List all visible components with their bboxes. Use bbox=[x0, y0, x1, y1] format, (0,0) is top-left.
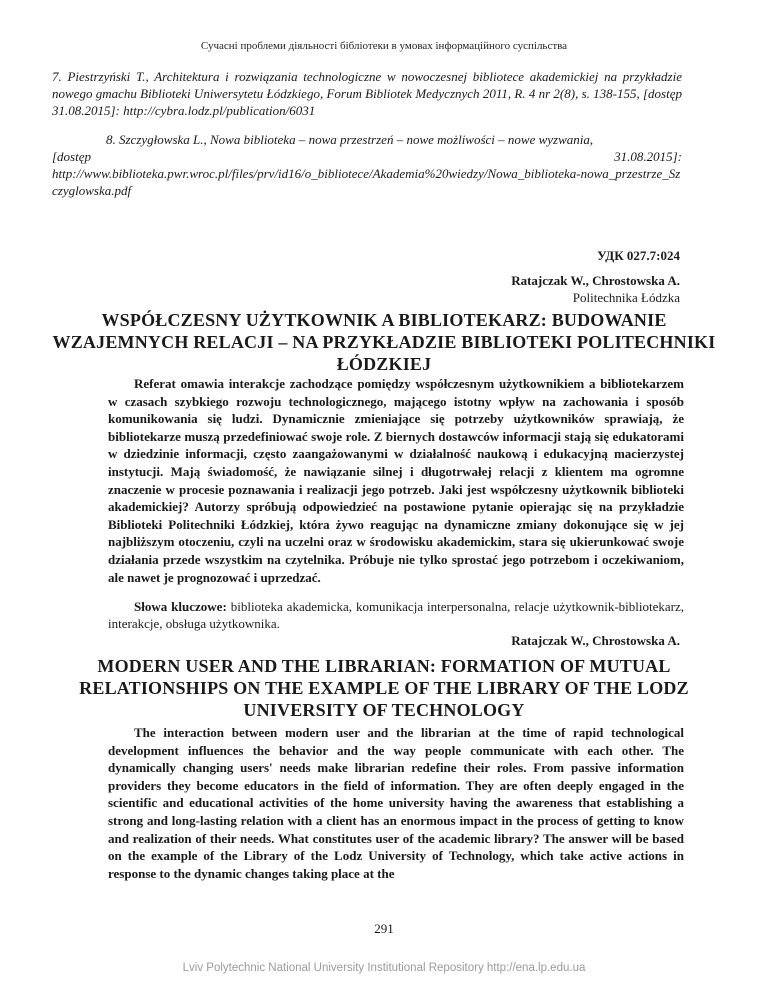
reference-8-line1: 8. Szczygłowska L., Nowa biblioteka – nowa przestrzeń – nowe możliwości – nowe wyzwania, bbox=[106, 132, 594, 147]
reference-8-url: http://www.biblioteka.pwr.wroc.pl/files/prv/id16/o_bibliotece/Akademia%20wiedzy/Nowa_biblioteka-nowa_przestrze_Szczyglowska.pdf bbox=[52, 166, 681, 198]
abstract-en: The interaction between modern user and the librarian at the time of rapid technological development influences the behavior and the way people communicate with each other. The dynamically changing users' needs make librarian redefine their roles. From passive information providers they become educators in the field of information. They are often deeply engaged in the scientific and educational activities of the home university having the awareness that establishing a strong and long-lasting relation with a client has an enormous impact in the process of getting to know and realization of their needs. What constitutes user of the academic library? The answer will be based on the example of the Library of the Lodz University of Technology, which take active actions in response to the dynamic changes taking place at the bbox=[108, 725, 684, 881]
affiliation: Politechnika Łódzka bbox=[572, 290, 680, 305]
title-pl: WSPÓŁCZESNY UŻYTKOWNIK A BIBLIOTEKARZ: BUDOWANIE WZAJEMNYCH RELACJI – NA PRZYKŁADZIE BIBLIOTEKI POLITECHNIKI ŁÓDZKIEJ bbox=[52, 310, 716, 374]
reference-8-access-label: [dostęp bbox=[52, 149, 91, 164]
abstract-pl: Referat omawia interakcje zachodzące pomiędzy współczesnym użytkownikiem a bibliotekarzem w czasach szybkiego rozwoju technologicznego, mającego istotny wpływ na zachowania i sposób komunikowania się ludzi. Dynamicznie zmieniające się potrzeby użytkowników sprawiają, że bibliotekarze muszą przedefiniować swoje role. Z biernych dostawców informacji stają się edukatorami w dziedzinie informacji, często zaangażowanymi w działalność naukową i edukacyjną macierzystej instytucji. Mają świadomość, że nawiązanie silnej i długotrwałej relacji z klientem ma ogromne znaczenie w procesie poznawania i realizacji jego potrzeb. Jaki jest współczesny użytkownik biblioteki akademickiej? Autorzy spróbują odpowiedzieć na postawione pytanie opierając się na przykładzie Biblioteki Politechniki Łódzkiej, która żywo reagując na dynamiczne zmiany dokonujące się w jej najbliższym otoczeniu, czyli na uczelni oraz w środowisku akademickim, stara się ukierunkować swoje działania przede wszystkim na czytelnika. Próbuje nie tylko sprostać jego potrzebom i oczekiwaniom, ale nawet je prognozować i uprzedzać. bbox=[108, 376, 684, 585]
page-number: 291 bbox=[374, 921, 394, 936]
title-en: MODERN USER AND THE LIBRARIAN: FORMATION OF MUTUAL RELATIONSHIPS ON THE EXAMPLE OF THE LIBRARY OF THE LODZ UNIVERSITY OF TECHNOLOGY bbox=[79, 656, 689, 720]
keywords-label: Słowa kluczowe: bbox=[134, 599, 231, 614]
keywords-text: biblioteka akademicka, komunikacja interpersonalna, relacje użytkownik-bibliotekarz, interakcje, obsługa użytkownika. bbox=[108, 599, 684, 631]
reference-8 bbox=[52, 131, 682, 199]
authors-pl: Ratajczak W., Chrostowska A. bbox=[511, 273, 680, 288]
repository-footer: Lviv Polytechnic National University Institutional Repository http://ena.lp.edu.ua bbox=[182, 962, 586, 974]
reference-8-access-date: 31.08.2015]: bbox=[614, 149, 682, 164]
running-header: Сучасні проблеми діяльності бібліотеки в умовах інформаційного суспільства bbox=[200, 40, 568, 52]
reference-8-access-row bbox=[52, 148, 682, 165]
keywords-paragraph bbox=[108, 598, 684, 632]
udk-code: УДК 027.7:024 bbox=[597, 248, 680, 263]
reference-7: 7. Piestrzyński T., Architektura i rozwiązania technologiczne w nowoczesnej bibliotece akademickiej na przykładzie nowego gmachu Biblioteki Uniwersytetu Łódzkiego, Forum Bibliotek Medycznych 2011, R. 4 nr 2(8), s. 138-155, [dostęp 31.08.2015]: http://cybra.lodz.pl/publication/6031 bbox=[52, 69, 682, 118]
authors-en: Ratajczak W., Chrostowska A. bbox=[511, 633, 680, 648]
